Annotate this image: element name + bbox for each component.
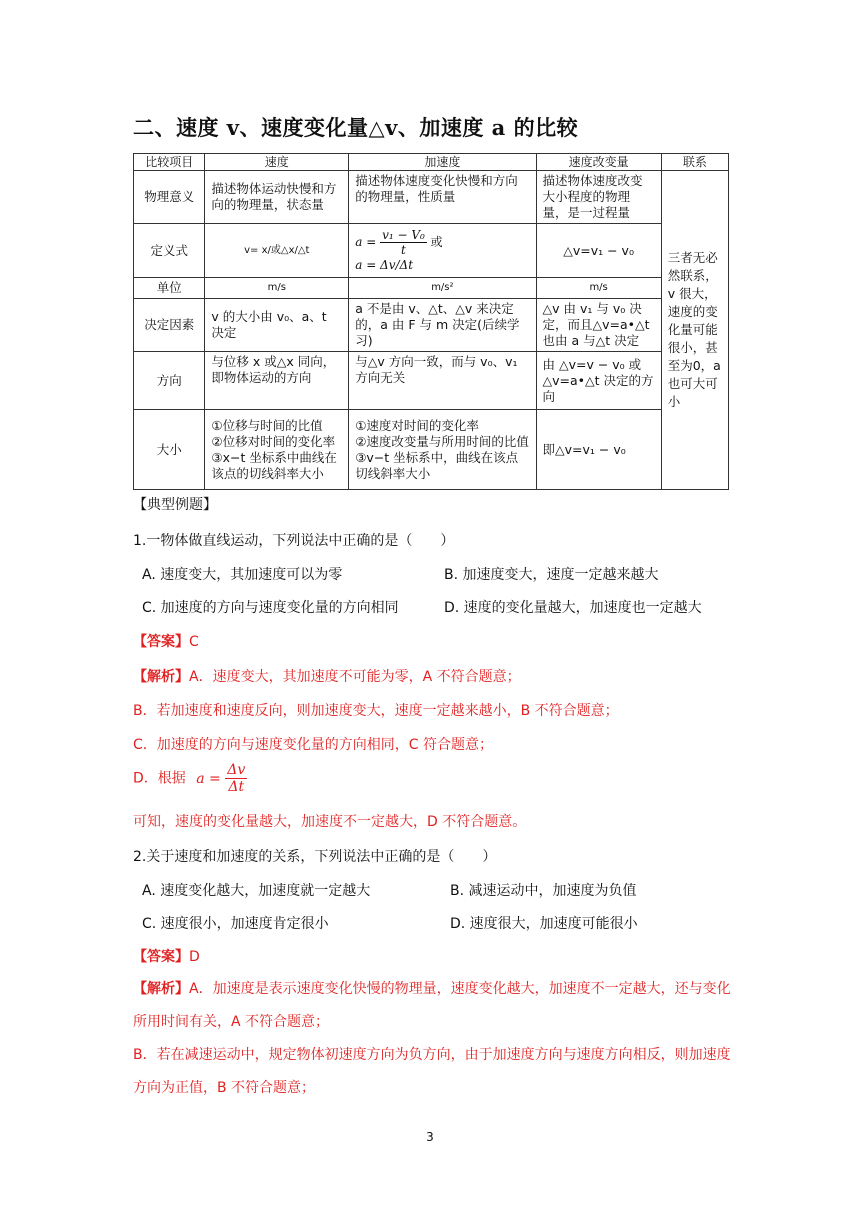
- dv-cell: 即△v=v₁ − v₀: [536, 410, 661, 490]
- accel-cell: a 不是由 v、△t、△v 来决定的，a 由 F 与 m 决定(后续学习): [349, 299, 536, 352]
- table-row: [134, 278, 729, 299]
- speed-cell: ①位移与时间的比值 ②位移对时间的变化率 ③x−t 坐标系中曲线在该点的切线斜率大小: [205, 410, 349, 490]
- lianxi-cell: 三者无必然联系，v 很大，速度的变化量可能很小，甚至为0，a 也可大可小: [661, 171, 728, 490]
- table-row: [134, 352, 729, 410]
- answer-label: 【答案】: [133, 634, 189, 650]
- speed-cell: m/s: [205, 278, 349, 299]
- speed-cell: 描述物体运动快慢和方向的物理量，状态量: [205, 171, 349, 224]
- row-key: 方向: [134, 352, 205, 410]
- q2-answer: [133, 946, 200, 966]
- formula-lhs: a =: [355, 235, 377, 249]
- formula-denominator: t: [401, 243, 406, 257]
- header-cell: 速度: [205, 154, 349, 171]
- speed-cell: 与位移 x 或△x 同向，即物体运动的方向: [205, 352, 349, 410]
- q1-option-d: D. 速度的变化量越大，加速度也一定越大: [444, 600, 702, 616]
- q1-option-c: C. 加速度的方向与速度变化量的方向相同: [142, 600, 399, 616]
- row-key: 决定因素: [134, 299, 205, 352]
- analysis-label: 【解析】: [133, 981, 189, 997]
- header-cell: 联系: [661, 154, 728, 171]
- q2-option-a: A. 速度变化越大，加速度就一定越大: [142, 883, 371, 899]
- row-key: 定义式: [134, 224, 205, 278]
- answer-value: D: [189, 949, 200, 965]
- table-row: [134, 224, 729, 278]
- accel-formula-line1: [355, 228, 529, 257]
- q2-analysis-b: B．若在减速运动中，规定物体初速度方向为负方向，由于加速度方向与速度方向相反，则加速度方向为正值，B 不符合题意；: [133, 1047, 731, 1096]
- answer-label: 【答案】: [133, 949, 189, 965]
- header-cell: 比较项目: [134, 154, 205, 171]
- q1-analysis-b: B．若加速度和速度反向，则加速度变大，速度一定越来越小，B 不符合题意；: [133, 703, 619, 719]
- q1-option-b: B. 加速度变大，速度一定越来越大: [444, 567, 659, 583]
- dv-cell: 描述物体速度改变大小程度的物理量，是一过程量: [536, 171, 661, 224]
- accel-formula-line2: a = Δv/Δt: [355, 258, 414, 272]
- q2-option-c: C. 速度很小，加速度肯定很小: [142, 916, 329, 932]
- formula-fraction: [380, 228, 427, 257]
- speed-cell: v= x/或△x/△t: [205, 224, 349, 278]
- analysis-d-prefix: D．根据: [133, 770, 186, 787]
- q1-analysis-a: [133, 666, 521, 686]
- table-header-row: [134, 154, 729, 171]
- q2-option-d: D. 速度很大，加速度可能很小: [450, 916, 638, 932]
- q2-option-b: B. 减速运动中，加速度为负值: [450, 883, 637, 899]
- header-cell: 加速度: [349, 154, 536, 171]
- accel-formula-cell: [349, 224, 536, 278]
- analysis-label: 【解析】: [133, 669, 189, 685]
- speed-cell: v 的大小由 v₀、a、t 决定: [205, 299, 349, 352]
- section-heading: 二、速度 v、速度变化量△v、加速度 a 的比较: [133, 115, 579, 140]
- q1-analysis-d: [133, 762, 247, 795]
- dv-cell: △v=v₁ − v₀: [536, 224, 661, 278]
- accel-cell: m/s²: [349, 278, 536, 299]
- q2-analysis-a: [133, 973, 733, 1039]
- table-row: [134, 171, 729, 224]
- formula-lhs: a =: [196, 770, 221, 787]
- formula-numerator: Δv: [227, 762, 246, 778]
- accel-cell: 与△v 方向一致，而与 v₀、v₁ 方向无关: [349, 352, 536, 410]
- analysis-text: A．加速度是表示速度变化快慢的物理量，速度变化越大，加速度不一定越大，还与变化所用时间有关，A 不符合题意；: [133, 981, 731, 1030]
- q2-stem: 2.关于速度和加速度的关系，下列说法中正确的是（ ）: [133, 849, 497, 865]
- table-row: [134, 410, 729, 490]
- formula-or: 或: [430, 235, 443, 249]
- q1-answer: [133, 631, 199, 651]
- header-cell: 速度改变量: [536, 154, 661, 171]
- q1-option-a: A. 速度变大，其加速度可以为零: [142, 567, 343, 583]
- formula-numerator: v₁ − V₀: [382, 228, 425, 242]
- accel-cell: ①速度对时间的变化率 ②速度改变量与所用时间的比值 ③v−t 坐标系中，曲线在该点切线斜率大小: [349, 410, 536, 490]
- section-title: 【典型例题】: [133, 497, 217, 513]
- q1-stem: 1.一物体做直线运动，下列说法中正确的是（ ）: [133, 533, 455, 549]
- dv-cell: m/s: [536, 278, 661, 299]
- formula-denominator: Δt: [228, 779, 245, 795]
- comparison-table: [133, 153, 729, 490]
- q1-analysis-c: C．加速度的方向与速度变化量的方向相同，C 符合题意；: [133, 737, 493, 753]
- page-number: 3: [426, 1130, 434, 1144]
- table-row: [134, 299, 729, 352]
- analysis-text: A．速度变大，其加速度不可能为零，A 不符合题意；: [189, 669, 521, 685]
- row-key: 物理意义: [134, 171, 205, 224]
- dv-cell: 由 △v=v − v₀ 或△v=a•△t 决定的方向: [536, 352, 661, 410]
- formula-fraction: [225, 762, 247, 795]
- accel-cell: 描述物体速度变化快慢和方向的物理量，性质量: [349, 171, 536, 224]
- q1-analysis-d-conclusion: 可知，速度的变化量越大，加速度不一定越大，D 不符合题意。: [133, 814, 527, 830]
- row-key: 大小: [134, 410, 205, 490]
- row-key: 单位: [134, 278, 205, 299]
- dv-cell: △v 由 v₁ 与 v₀ 决定，而且△v=a•△t 也由 a 与△t 决定: [536, 299, 661, 352]
- answer-value: C: [189, 634, 199, 650]
